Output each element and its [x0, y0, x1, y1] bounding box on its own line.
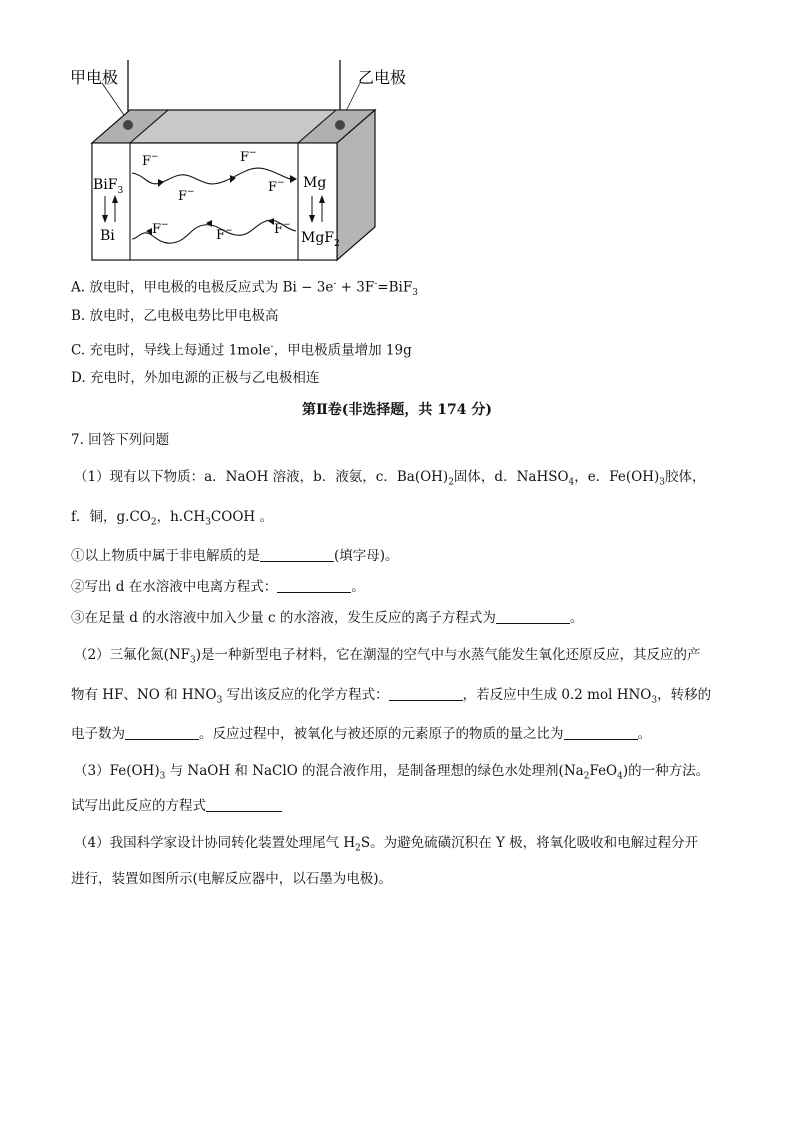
q7-subquestion-3: ③在足量 d 的水溶液中加入少量 c 的水溶液，发生反应的离子方程式为 。 [71, 610, 584, 626]
battery-diagram [60, 55, 430, 270]
svg-text:Mg: Mg [303, 175, 327, 191]
option-b: B. 放电时，乙电极电势比甲电极高 [71, 308, 279, 324]
option-c: C. 充电时，导线上每通过 1mole-，甲电极质量增加 19g [71, 342, 412, 359]
q7-part1-line1: （1）现有以下物质：a．NaOH 溶液，b．液氨，c．$Ba(OH)_2$固体，d．NaHSO$_4$，e．$Fe(OH)_3$胶体， [74, 469, 706, 488]
svg-text:F−: F− [216, 226, 233, 243]
q7-part1-line2: f．铜，$g.CO_2$，$h.CH_3COOH$ 。 [71, 509, 273, 528]
answer-blank[interactable] [496, 609, 570, 624]
q7-subquestion-1: ①以上物质中属于非电解质的是 (填字母)。 [71, 548, 399, 564]
right-terminal-dot [335, 120, 345, 130]
answer-blank[interactable] [277, 578, 351, 593]
answer-blank[interactable] [206, 797, 282, 812]
q7-part2-line3: 电子数为 。反应过程中，被氧化与被还原的元素原子的物质的量之比为 。 [71, 726, 651, 742]
svg-text:MgF2: MgF$_2$ [301, 230, 340, 249]
svg-text:F−: F− [274, 220, 291, 237]
q7-part2-line1: （2）三氟化氮$(NF_3)$是一种新型电子材料，它在潮湿的空气中与水蒸气能发生氧化还原反应，其反应的产 [74, 647, 701, 666]
q7-part2-line2: 物有 HF、NO 和 $HNO_3$ 写出该反应的化学方程式： ，若反应中生成 0.2 mol $HNO_3$，转移的 [71, 687, 712, 706]
svg-text:F−: F− [178, 187, 195, 204]
svg-text:F−: F− [152, 220, 169, 237]
q7-subquestion-2: ②写出 d 在水溶液中电离方程式： 。 [71, 579, 365, 595]
left-terminal-dot [123, 120, 133, 130]
right-electrode-label: 乙电极 [358, 68, 407, 87]
q7-part4-line1: （4）我国科学家设计协同转化装置处理尾气 $H_2S$。为避免硫磺沉积在 Y 极，将氧化吸收和电解过程分开 [74, 835, 699, 854]
answer-blank[interactable] [260, 547, 334, 562]
svg-text:F−: F− [268, 178, 285, 195]
section-title: 第Ⅱ卷(非选择题，共 174 分) [301, 402, 493, 418]
q7-part4-line2: 进行，装置如图所示(电解反应器中，以石墨为电极)。 [71, 871, 393, 887]
answer-blank[interactable] [125, 725, 199, 740]
svg-text:F−: F− [142, 152, 159, 169]
q7-part3-line1: $(3)Fe(OH)_3$ 与 NaOH 和 NaClO 的混合液作用，是制备理想的绿色水处理剂$(Na_2FeO_4)$的一种方法。 [74, 763, 710, 782]
svg-text:Bi: Bi [100, 228, 115, 244]
q7-part3-line2: 试写出此反应的方程式 [71, 796, 282, 816]
question-7-title: 7. 回答下列问题 [71, 432, 170, 448]
left-electrode-label: 甲电极 [70, 68, 119, 87]
option-a: A. 放电时，甲电极的电极反应式为 Bi − 3e- + 3F-=BiF$_3$ [71, 279, 418, 299]
svg-text:BiF3: BiF$_3$ [93, 177, 124, 196]
svg-text:F−: F− [240, 148, 257, 165]
option-d: D. 充电时，外加电源的正极与乙电极相连 [71, 370, 320, 386]
answer-blank[interactable] [564, 725, 638, 740]
answer-blank[interactable] [389, 686, 463, 701]
